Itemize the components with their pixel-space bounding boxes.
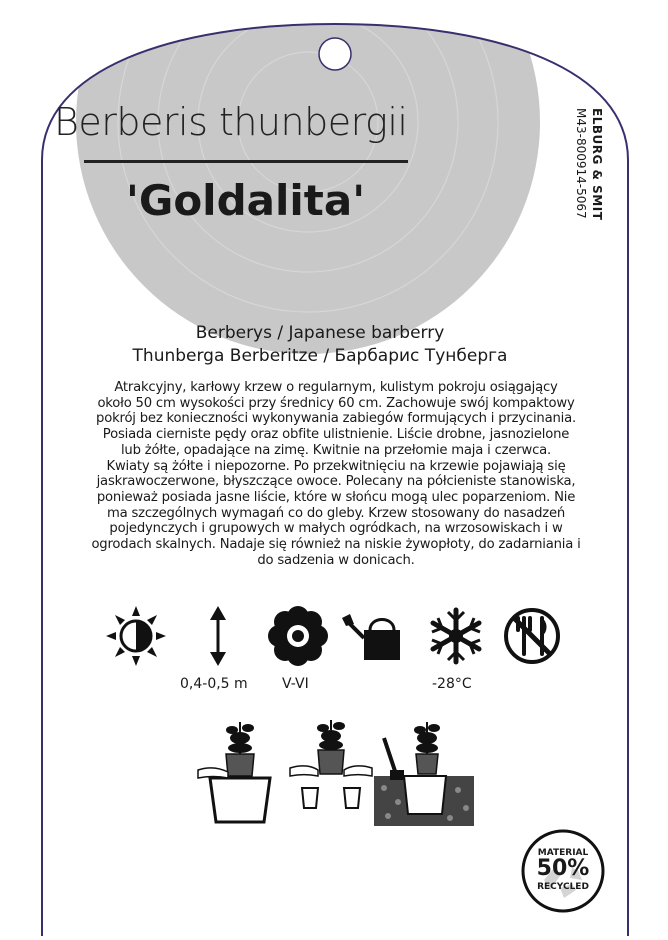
hardiness-label: -28°C [432,676,472,692]
description-line: Kwiaty są żółte i niepozorne. Po przekwitnięciu na krzewie pojawiają się [106,458,566,474]
title-divider [84,160,408,163]
watering-can-icon [342,604,412,668]
description-line: pokrój bez konieczności wykonywania zabiegów formujących i przycinania. [96,411,576,427]
recycle-line-1: MATERIAL [537,848,589,858]
description-line: jaskrawoczerwone, błyszczące owoce. Polecany na półcieniste stanowiska, [96,474,576,490]
description-line: do sadzenia w donicach. [257,552,415,568]
brand-name: ELBURG & SMIT [590,108,604,221]
description-line: ma szczególnych wymagań co do gleby. Krzew stosowany do nasadzeń [106,505,566,521]
height-label: 0,4-0,5 m [180,676,248,692]
cultivar-name: 'Goldalita' [126,176,366,225]
planting-step-1-illustration [196,718,282,826]
description-line: ogrodach skalnych. Nadaje się również na niskie żywopłoty, do zadarniania i [91,537,581,553]
description-line: lub żółte, opadające na zimę. Kwitnie na przełomie maja i czerwca. [120,442,552,458]
description-line: pojedynczych i grupowych w małych ogródkach, na wrzosowiskach i w [109,521,563,537]
recycle-percentage: 50% [536,856,590,881]
description-line: Posiada cierniste pędy oraz obfite ulistnienie. Liście drobne, jasnozielone [102,427,570,443]
description-line: Atrakcyjny, karłowy krzew o regularnym, kulistym pokroju osiągający [114,380,558,395]
common-names-line-1: Berberys / Japanese barberry [195,323,445,343]
planting-step-2-illustration [288,718,374,826]
description [70,380,602,568]
recycled-material-badge [520,828,606,914]
planting-step-3-illustration [374,718,474,826]
flowering-label: V-VI [282,676,309,692]
frost-hardiness-icon [426,604,486,668]
sun-partial-shade-icon [106,604,166,668]
product-code: M43-800914-5067 [574,108,588,219]
recycle-line-3: RECYCLED [537,882,589,892]
flower-icon [268,604,328,668]
height-arrow-icon [188,604,248,668]
hang-hole [319,38,351,70]
common-names-line-2: Thunberga Berberitze / Барбарис Тунберга [132,346,508,366]
botanical-name: Berberis thunbergii [54,100,408,144]
care-icons [0,604,668,668]
description-line: ponieważ posiada jasne liście, które w słońcu mogą ulec poparzeniom. Nie [96,489,576,505]
description-line: około 50 cm wysokości przy średnicy 60 cm. Zachowuje swój kompaktowy [97,395,575,411]
not-edible-icon [502,604,562,668]
